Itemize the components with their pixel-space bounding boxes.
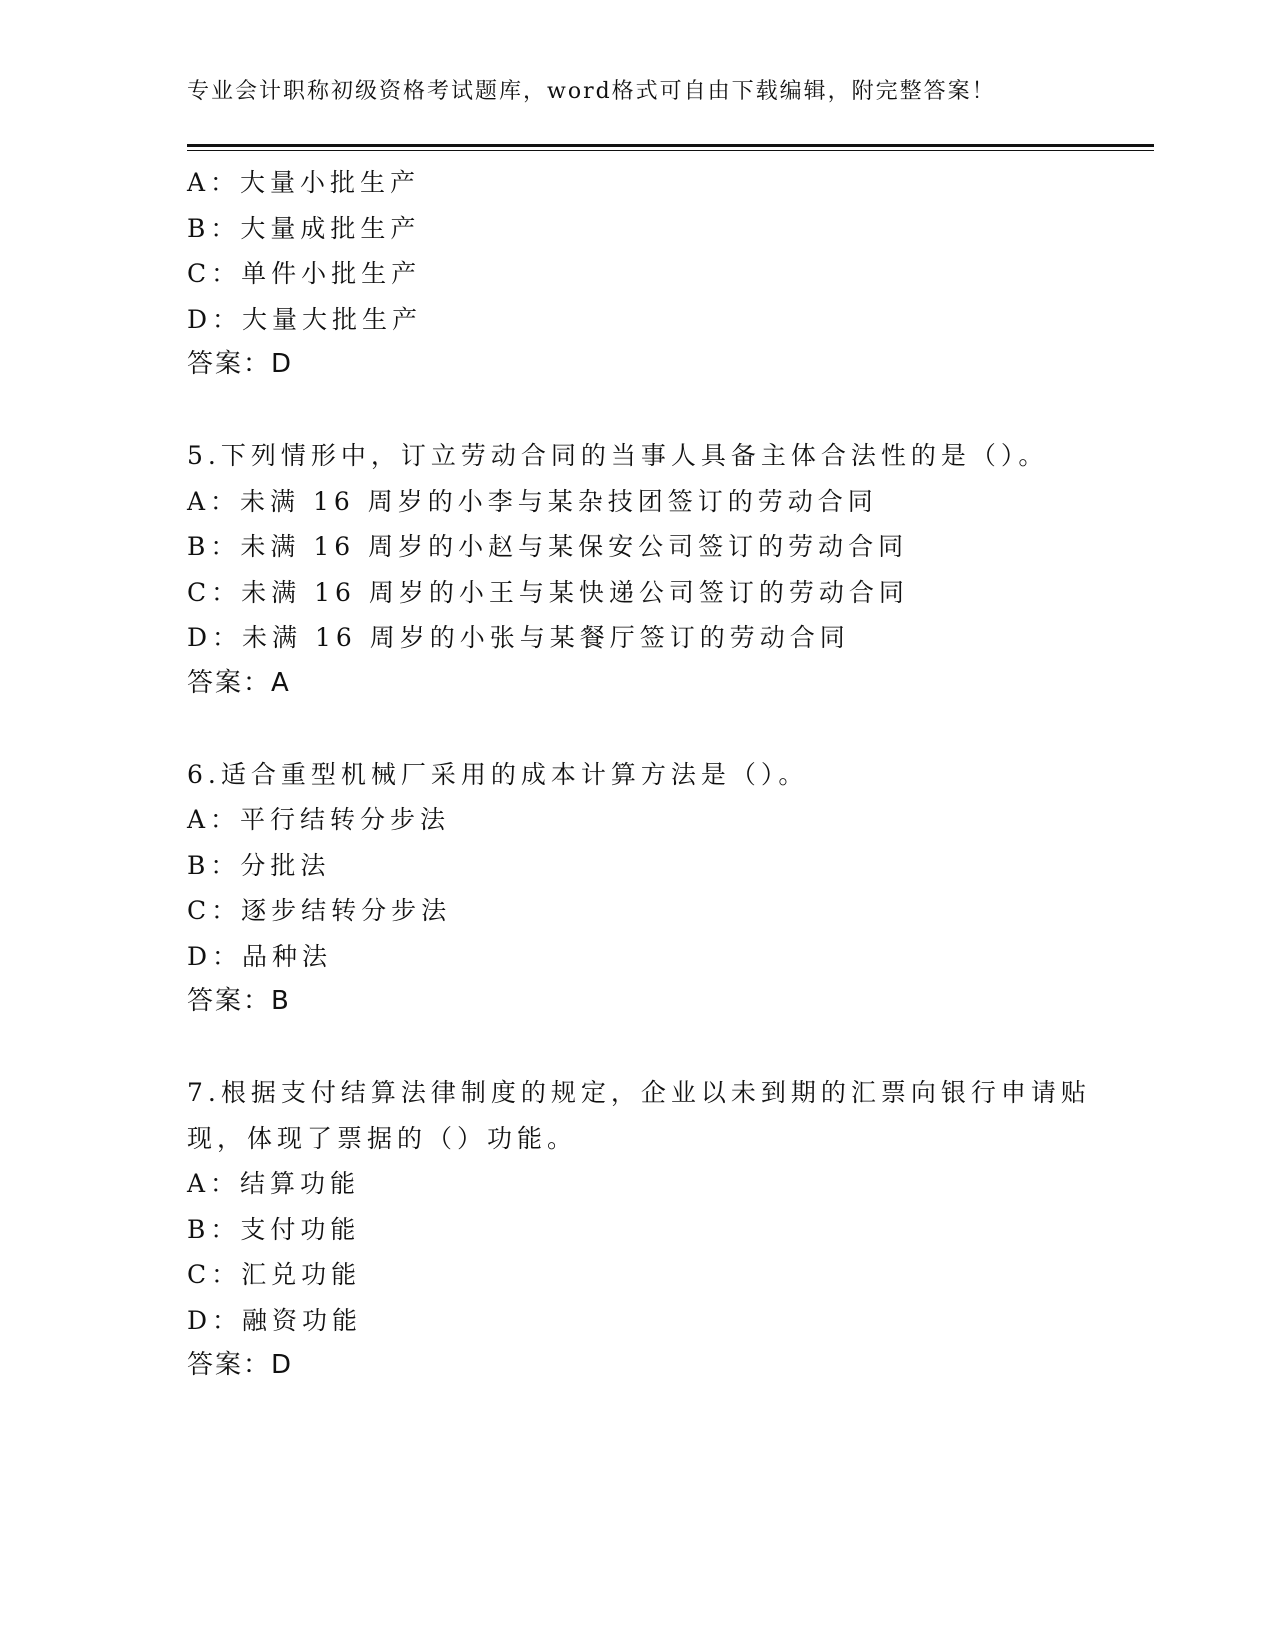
option-c: C：单件小批生产 [187,259,422,288]
option-b: B：未满 16 周岁的小赵与某保安公司签订的劳动合同 [187,532,909,561]
header-rule-thin [187,150,1154,151]
question-list [187,160,1091,1389]
question-block-5 [187,433,1087,706]
question-text-line-1: 7.根据支付结算法律制度的规定，企业以未到期的汇票向银行申请贴 [187,1078,1091,1107]
page-header: 专业会计职称初级资格考试题库，word格式可自由下载编辑，附完整答案！ [187,79,996,104]
option-c: C：汇兑功能 [187,1260,362,1289]
spacer [187,388,1087,434]
option-a: A：平行结转分步法 [187,805,451,834]
question-text: 6.适合重型机械厂采用的成本计算方法是（）。 [187,759,809,789]
option-a: A：结算功能 [187,1169,361,1198]
option-b: B：分批法 [187,850,331,880]
option-b: B：大量成批生产 [187,213,421,243]
option-a: A：未满 16 周岁的小李与某杂技团签订的劳动合同 [187,486,878,516]
option-b: B：支付功能 [187,1214,361,1244]
answer-line: 答案：D [187,349,294,379]
option-c: C：逐步结转分步法 [187,896,452,925]
answer-line: 答案：B [187,986,291,1016]
spacer [187,706,1087,752]
option-d: D：未满 16 周岁的小张与某餐厅签订的劳动合同 [187,623,850,652]
question-block-4 [187,160,1087,388]
question-text: 5.下列情形中，订立劳动合同的当事人具备主体合法性的是（）。 [187,441,1049,470]
question-text-line-2: 现，体现了票据的（）功能。 [187,1123,578,1153]
answer-line: 答案：D [187,1350,294,1380]
question-block-7 [187,1070,1091,1389]
question-block-6 [187,752,1087,1025]
option-c: C：未满 16 周岁的小王与某快递公司签订的劳动合同 [187,577,909,607]
option-d: D：大量大批生产 [187,304,423,334]
answer-line: 答案：A [187,667,291,698]
option-d: D：融资功能 [187,1305,363,1335]
spacer [187,1025,1087,1071]
option-a: A：大量小批生产 [187,168,421,197]
option-d: D：品种法 [187,941,333,971]
header-rule-thick [187,144,1154,147]
